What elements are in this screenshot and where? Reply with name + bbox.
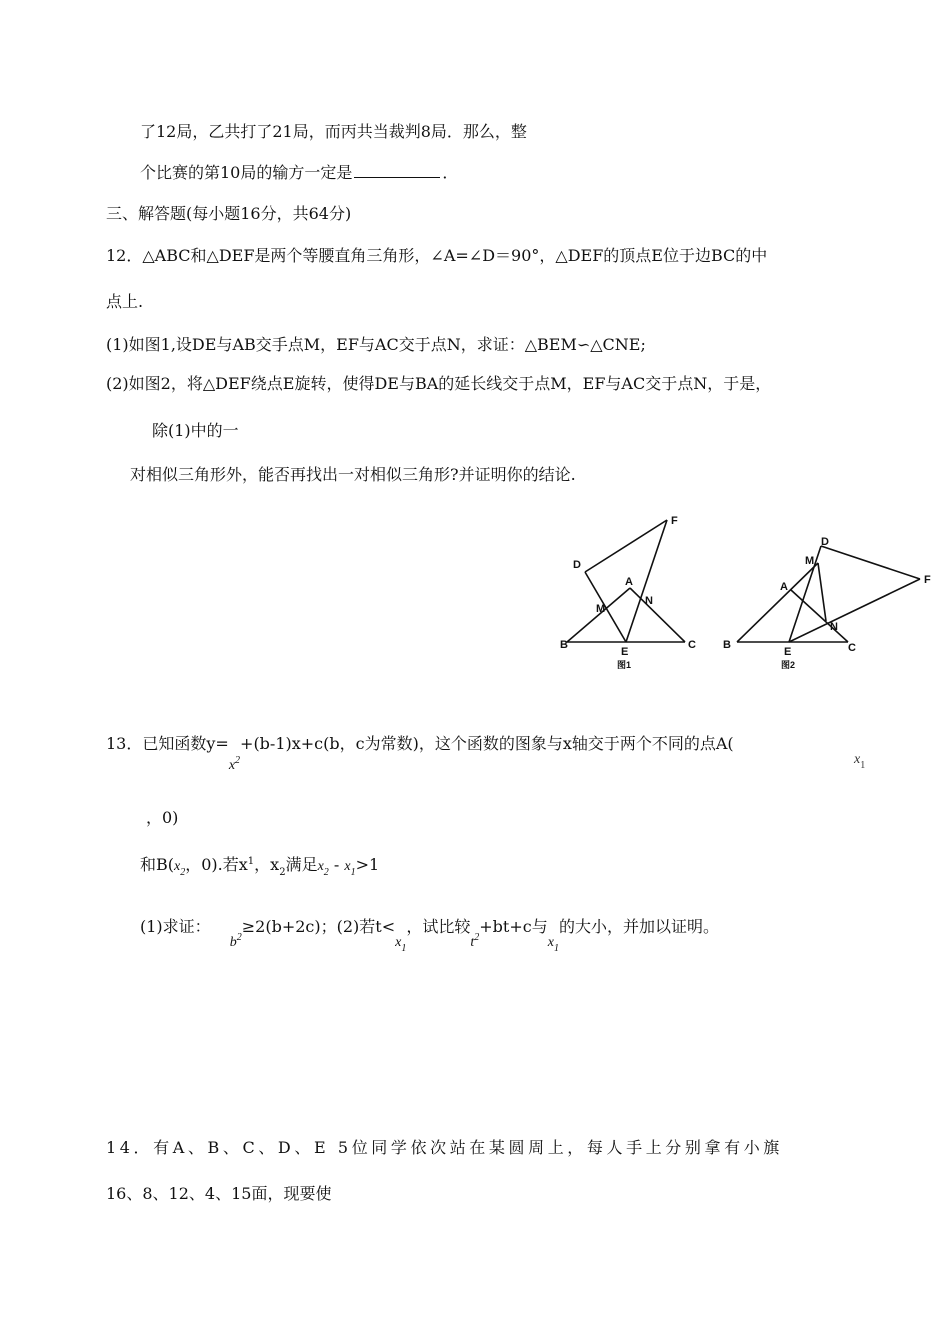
q13-x-squared: $x^2$ (228, 755, 241, 773)
q14-line2: 16、8、12、4、15面，现要使 (106, 1184, 332, 1203)
figure-2 (737, 546, 920, 642)
q12-part2: (2)如图2，将△DEF绕点E旋转，使得DE与BA的延长线交于点M，EF与AC交于点N，于是， (106, 374, 772, 393)
q13-line3 (140, 855, 379, 878)
fig1-label-A: A (625, 576, 633, 588)
fig2-label-A: A (780, 581, 788, 593)
fig2-label-C: C (848, 642, 856, 654)
q12-part2-cont: 除(1)中的一 (152, 421, 239, 440)
fig2-segment-MN (818, 563, 826, 621)
q13-line4-e: 的大小，并加以证明。 (558, 917, 719, 936)
q13-line1 (106, 734, 734, 773)
fig2-label-F: F (924, 574, 931, 586)
fig1-segment-DF (585, 520, 667, 572)
q13-line4-b: ≥2(b+2c)；(2)若t< (241, 917, 396, 936)
q12-part1: (1)如图1,设DE与AB交手点M，EF与AC交于点N，求证：△BEM∽△CNE; (106, 335, 646, 354)
fig1-segment-AC (630, 588, 685, 642)
q11-line2 (140, 163, 458, 183)
q13-line4 (140, 917, 719, 954)
fig1-label-M: M (596, 603, 606, 615)
fig2-label-E: E (784, 646, 792, 658)
fig1-label-E: E (621, 646, 629, 658)
q13-line4-a: (1)求证： (140, 917, 211, 936)
q13-line4-d: +bt+c与 (479, 917, 548, 936)
q13-line3-a: 和B( (140, 855, 175, 874)
fig2-segment-FE (789, 579, 920, 642)
q12-part2-cont2: 对相似三角形外，能否再找出一对相似三角形?并证明你的结论. (130, 465, 576, 484)
fig1-label-B: B (560, 639, 568, 651)
q13-line3-d: 满足 (285, 855, 318, 874)
q13-line3-c: ，x (254, 855, 280, 874)
fig2-segment-DF (821, 546, 920, 579)
q13-line1-b: +(b-1)x+c(b，c为常数)，这个函数的图象与x轴交于两个不同的点A( (240, 734, 734, 753)
q13-x1-d: $x_1$ (547, 935, 559, 954)
fig1-label-F: F (671, 515, 678, 527)
fig2-segment-AC (791, 590, 848, 642)
q13-line1-a: 13．已知函数y= (106, 734, 229, 753)
fig1-label-D: D (573, 559, 581, 571)
q13-x1-c: $x_1$ (395, 935, 407, 954)
q13-x2: $x_2$ (174, 859, 186, 878)
geometry-figures (555, 508, 945, 683)
q13-x2b: $x_2$ (317, 859, 329, 878)
q12-line2: 点上. (106, 292, 144, 311)
q12-line1: 12．△ABC和△DEF是两个等腰直角三角形，∠A=∠D＝90°，△DEF的顶点E位于边BC的中 (106, 246, 768, 265)
fig2-label-D: D (821, 536, 829, 548)
fig2-caption: 图2 (781, 660, 796, 670)
fig2-label-B: B (723, 639, 731, 651)
q13-line3-f: >1 (355, 855, 380, 874)
q11-line1: 了12局，乙共打了21局，而丙共当裁判8局．那么，整 (140, 122, 527, 141)
fig2-label-M: M (805, 555, 815, 567)
q13-line3-sub2: 2 (279, 867, 286, 878)
q14-line1: 14．有A、B、C、D、E 5位同学依次站在某圆周上，每人手上分别拿有小旗 (106, 1138, 783, 1157)
fig1-label-C: C (688, 639, 696, 651)
fig1-label-N: N (645, 595, 653, 607)
q13-line3-sup1: 1 (247, 856, 255, 867)
section3-title: 三、解答题(每小题16分，共64分) (106, 204, 352, 223)
q13-t-squared: $t^2$ (470, 932, 480, 950)
q13-line2: ，0) (146, 808, 179, 827)
q11-line2-text: 个比赛的第10局的输方一定是 (140, 163, 353, 182)
q13-x1b: $x_1$ (344, 859, 356, 878)
q13-x1-end: $x_1$ (854, 752, 866, 771)
fig1-segment-DE (585, 572, 626, 642)
q13-line3-minus: - (328, 855, 345, 874)
fig1-caption: 图1 (617, 660, 632, 670)
q13-line3-b: ，0).若x (185, 855, 248, 874)
q11-line2-end: ． (442, 163, 459, 182)
q13-b-squared: $b^2$ (229, 932, 242, 950)
q13-line4-c: ，试比较 (406, 917, 471, 936)
answer-blank (354, 163, 440, 178)
fig2-label-N: N (830, 621, 838, 633)
